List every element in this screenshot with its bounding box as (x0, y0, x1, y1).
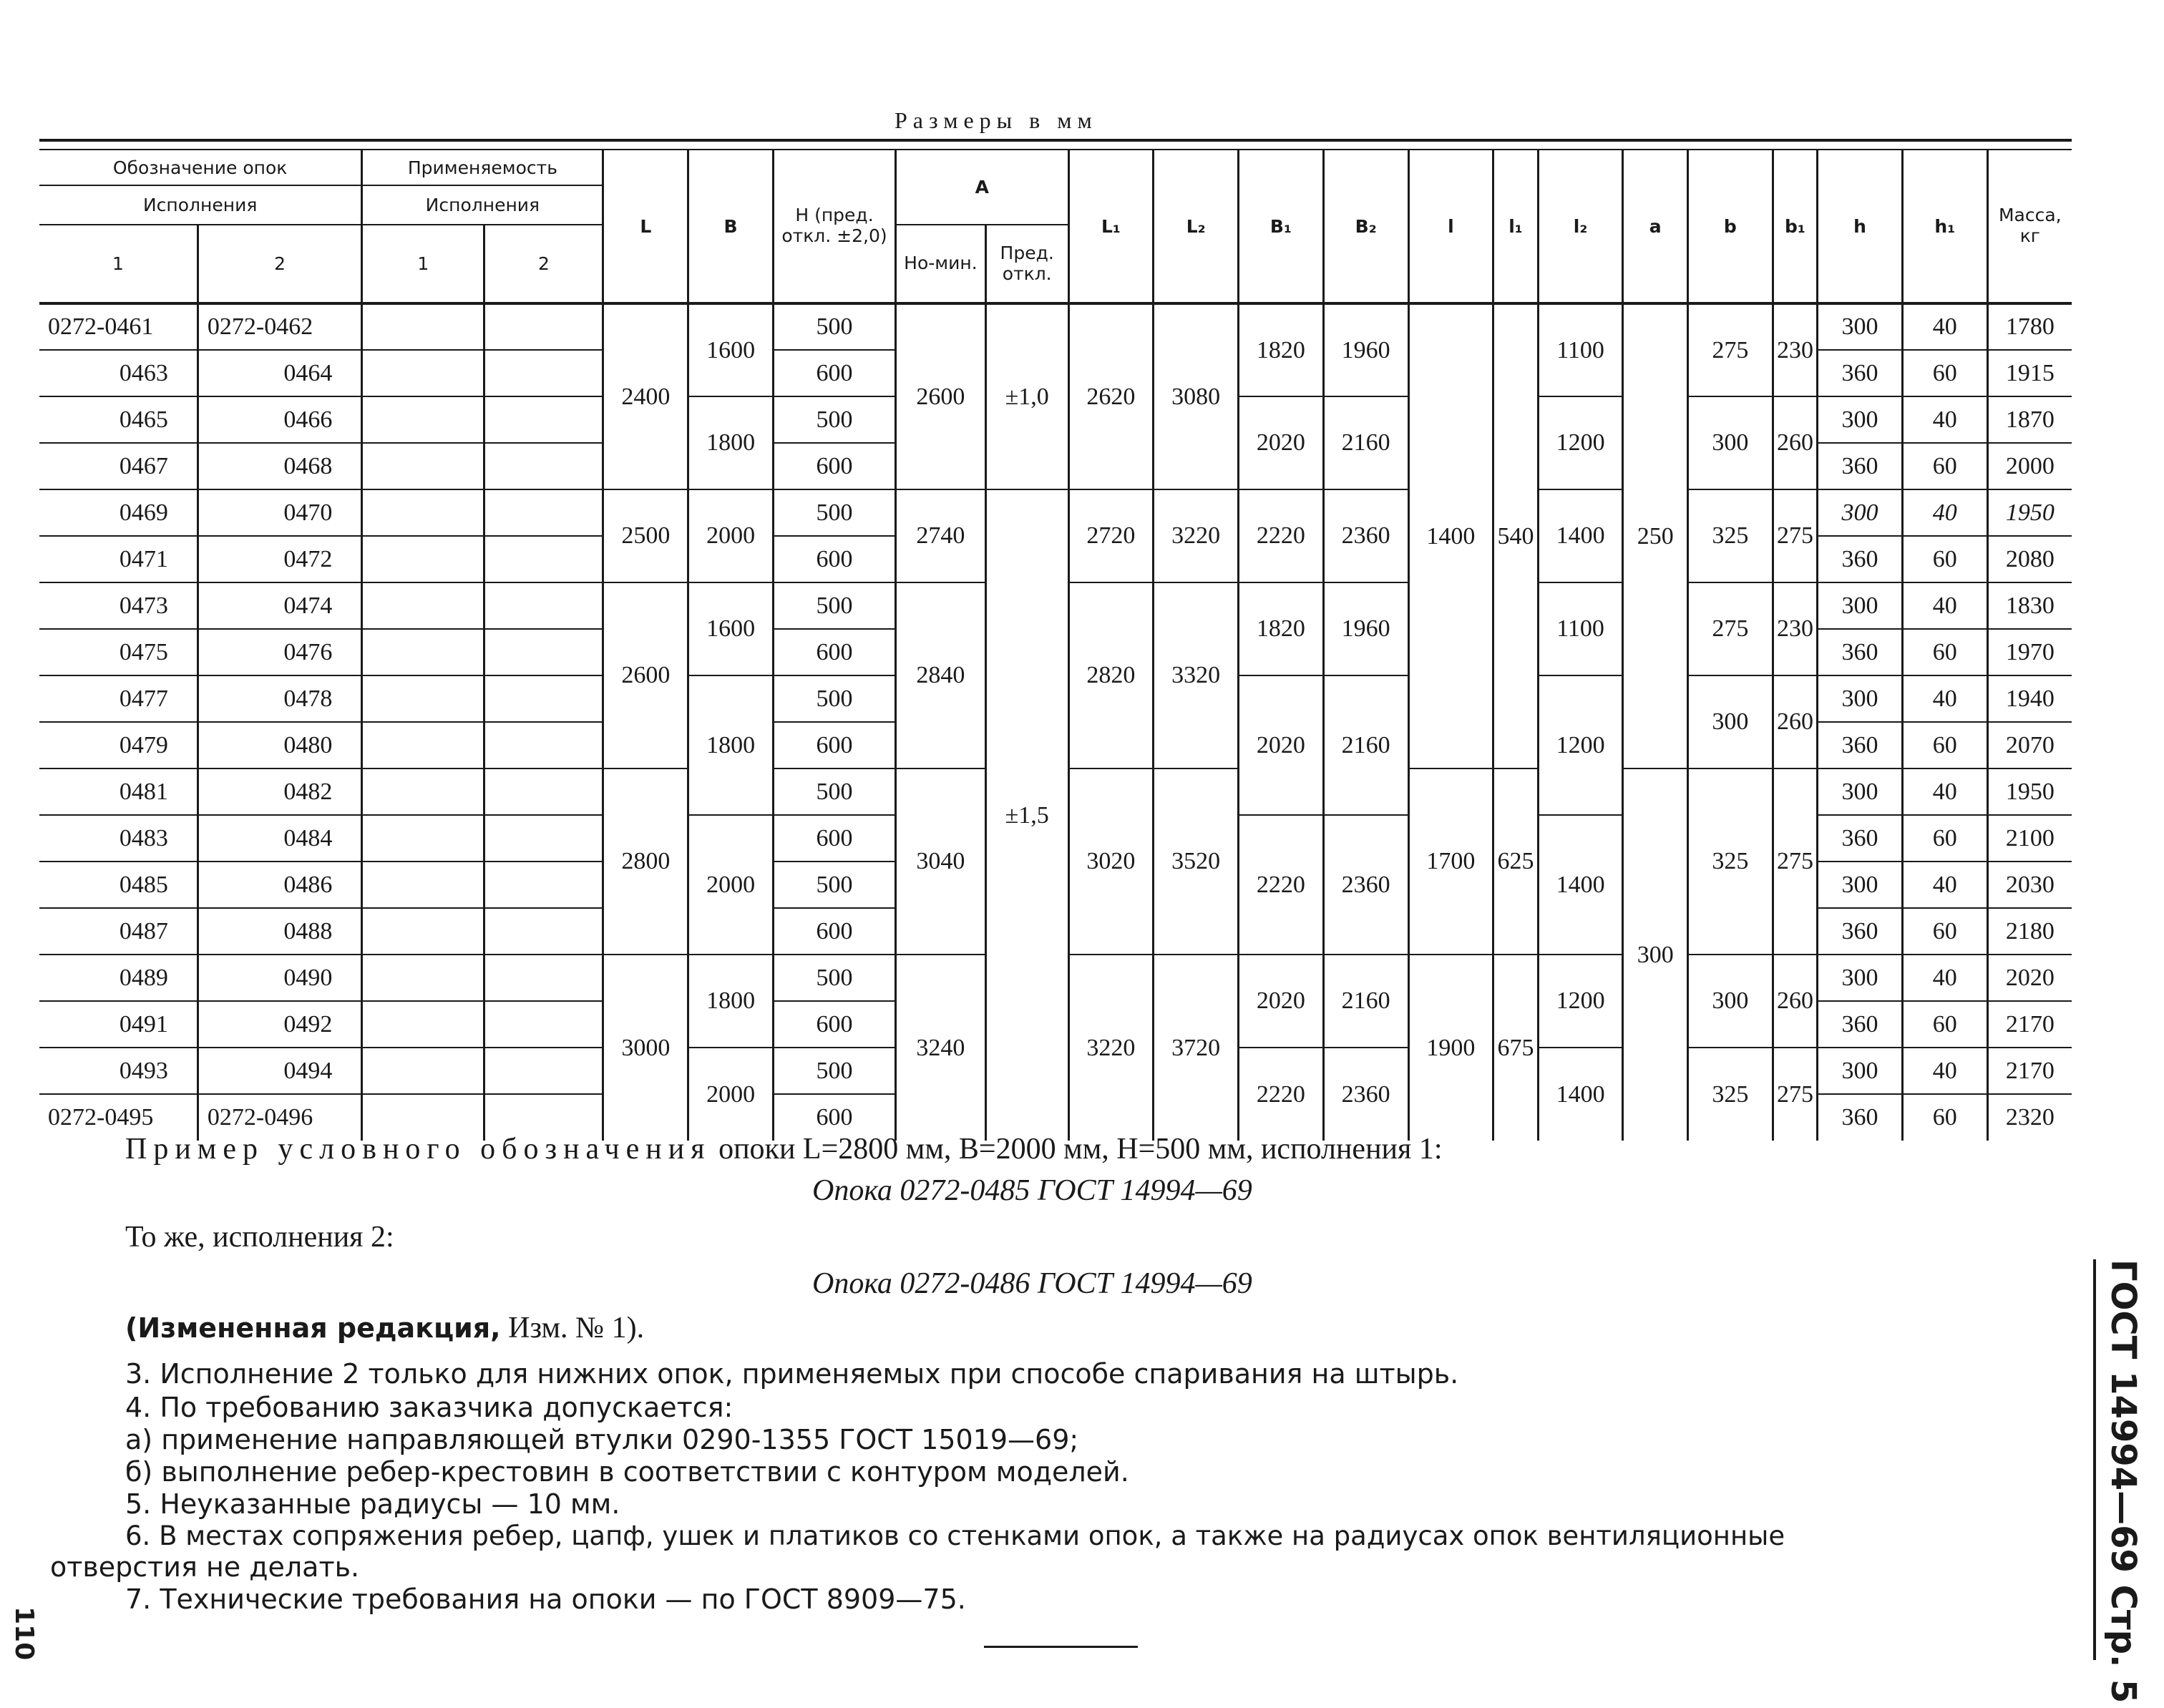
cell-code-exec1: 0467 (39, 443, 198, 489)
cell-app-exec2 (484, 908, 603, 955)
cell-b: 2000 (688, 489, 774, 582)
cell-code-exec2: 0492 (198, 1001, 361, 1048)
changed-rest: Изм. № 1). (508, 1312, 645, 1345)
cell-l: 2800 (603, 768, 688, 955)
cell-mass: 1830 (1987, 582, 2072, 629)
cell-l2: 3220 (1154, 489, 1239, 582)
cell-code-exec2: 0472 (198, 536, 361, 582)
cell-app-exec1 (362, 675, 484, 722)
cell-code-exec1: 0477 (39, 675, 198, 722)
designation-1: Опока 0272-0485 ГОСТ 14994—69 (812, 1174, 1252, 1207)
cell-l1: 540 (1493, 303, 1538, 768)
cell-H: 500 (773, 1048, 895, 1094)
cell-app-exec2 (484, 303, 603, 350)
cell-l2: 3720 (1154, 955, 1239, 1141)
side-header-text: ГОСТ 14994—69 Стр. 5 (2103, 1259, 2143, 1704)
cell-app-exec1 (362, 303, 484, 350)
cell-mass: 1950 (1987, 768, 2072, 815)
cell-b2: 2360 (1323, 1048, 1408, 1141)
cell-code-exec2: 0272-0496 (198, 1094, 361, 1141)
cell-l2: 1400 (1538, 489, 1623, 582)
cell-h1: 40 (1902, 768, 1987, 815)
cell-mass: 2020 (1987, 955, 2072, 1001)
cell-app-exec1 (362, 396, 484, 443)
cell-app-exec1 (362, 722, 484, 768)
cell-h: 360 (1818, 815, 1903, 862)
cell-H: 600 (773, 443, 895, 489)
cell-h: 360 (1818, 908, 1903, 955)
cell-b2: 2360 (1323, 489, 1408, 582)
cell-b1: 230 (1773, 582, 1817, 675)
cell-code-exec1: 0493 (39, 1048, 198, 1094)
para-6b: отверстия не делать. (50, 1551, 360, 1583)
cell-H: 600 (773, 815, 895, 862)
cell-code-exec1: 0469 (39, 489, 198, 536)
cell-app-exec2 (484, 536, 603, 582)
cell-mass: 2170 (1987, 1048, 2072, 1094)
cell-app-exec2 (484, 489, 603, 536)
cell-code-exec1: 0487 (39, 908, 198, 955)
cell-mass: 2100 (1987, 815, 2072, 862)
cell-H: 500 (773, 489, 895, 536)
cell-code-exec2: 0488 (198, 908, 361, 955)
cell-mass: 1950 (1987, 489, 2072, 536)
cell-l1: 675 (1493, 955, 1538, 1141)
cell-code-exec2: 0486 (198, 862, 361, 908)
cell-h: 300 (1818, 955, 1903, 1001)
cell-b2: 1960 (1323, 303, 1408, 396)
cell-b: 325 (1688, 489, 1773, 582)
cell-app-exec2 (484, 862, 603, 908)
cell-mass: 2000 (1987, 443, 2072, 489)
cell-b2: 2160 (1323, 675, 1408, 815)
hdr-exec1: 1 (39, 225, 198, 303)
cell-h: 360 (1818, 1094, 1903, 1141)
cell-code-exec2: 0468 (198, 443, 361, 489)
cell-mass: 1970 (1987, 629, 2072, 675)
designation-2: Опока 0272-0486 ГОСТ 14994—69 (812, 1267, 1252, 1300)
hdr-B1: B₁ (1239, 150, 1324, 303)
cell-H: 600 (773, 1094, 895, 1141)
hdr-l2: l₂ (1538, 150, 1623, 303)
cell-code-exec1: 0491 (39, 1001, 198, 1048)
cell-h: 360 (1818, 1001, 1903, 1048)
cell-b2: 2360 (1323, 815, 1408, 955)
cell-a-nom: 3240 (896, 955, 986, 1141)
cell-h: 300 (1818, 862, 1903, 908)
cell-l: 1900 (1408, 955, 1493, 1141)
cell-H: 500 (773, 675, 895, 722)
cell-h: 300 (1818, 1048, 1903, 1094)
example-line (125, 1132, 1443, 1166)
cell-b: 1800 (688, 396, 774, 489)
cell-code-exec1: 0475 (39, 629, 198, 675)
cell-code-exec2: 0490 (198, 955, 361, 1001)
cell-b1: 2020 (1239, 396, 1324, 489)
cell-h: 300 (1818, 582, 1903, 629)
cell-app-exec1 (362, 908, 484, 955)
cell-app-exec1 (362, 350, 484, 396)
cell-b1: 1820 (1239, 582, 1324, 675)
cell-b1: 275 (1773, 489, 1817, 582)
cell-code-exec2: 0478 (198, 675, 361, 722)
cell-code-exec1: 0471 (39, 536, 198, 582)
cell-h1: 40 (1902, 396, 1987, 443)
cell-code-exec2: 0272-0462 (198, 303, 361, 350)
hdr-L1: L₁ (1068, 150, 1154, 303)
hdr-mass: Масса, кг (1987, 150, 2072, 303)
cell-h: 360 (1818, 350, 1903, 396)
cell-app-exec1 (362, 862, 484, 908)
cell-h: 300 (1818, 489, 1903, 536)
cell-code-exec1: 0485 (39, 862, 198, 908)
cell-b: 300 (1688, 396, 1773, 489)
cell-l2: 1200 (1538, 396, 1623, 489)
cell-app-exec2 (484, 722, 603, 768)
end-rule (984, 1646, 1138, 1648)
cell-h1: 40 (1902, 1048, 1987, 1094)
hdr-l: l (1408, 150, 1493, 303)
hdr-applicability: Применяемость (362, 150, 603, 185)
cell-l2: 3520 (1154, 768, 1239, 955)
cell-h: 300 (1818, 675, 1903, 722)
hdr-b: b (1688, 150, 1773, 303)
cell-h1: 60 (1902, 629, 1987, 675)
cell-b1: 2020 (1239, 955, 1324, 1048)
cell-mass: 2030 (1987, 862, 2072, 908)
cell-mass: 2320 (1987, 1094, 2072, 1141)
cell-app-exec1 (362, 768, 484, 815)
hdr-h: h (1818, 150, 1903, 303)
cell-h1: 60 (1902, 350, 1987, 396)
cell-a-dev: ±1,0 (985, 303, 1068, 489)
cell-a-dev: ±1,5 (985, 489, 1068, 1141)
cell-b: 300 (1688, 675, 1773, 768)
cell-b: 325 (1688, 768, 1773, 955)
cell-b1: 2220 (1239, 815, 1324, 955)
hdr-A-nom: Но-мин. (896, 225, 986, 303)
hdr-designation: Обозначение опок (39, 150, 362, 185)
cell-b: 275 (1688, 303, 1773, 396)
cell-h1: 40 (1902, 489, 1987, 536)
cell-code-exec2: 0474 (198, 582, 361, 629)
cell-l2: 3320 (1154, 582, 1239, 768)
hdr-B2: B₂ (1323, 150, 1408, 303)
cell-mass: 1915 (1987, 350, 2072, 396)
cell-b: 275 (1688, 582, 1773, 675)
cell-b: 1600 (688, 303, 774, 396)
cell-b1: 275 (1773, 768, 1817, 955)
cell-app-exec2 (484, 768, 603, 815)
page-number: 110 (9, 1606, 39, 1661)
cell-h: 300 (1818, 396, 1903, 443)
para-4a: а) применение направляющей втулки 0290-1355 ГОСТ 15019—69; (125, 1424, 1079, 1455)
hdr-a: a (1623, 150, 1688, 303)
hdr-L: L (603, 150, 688, 303)
cell-b: 2000 (688, 815, 774, 955)
cell-b1: 260 (1773, 396, 1817, 489)
cell-h1: 40 (1902, 303, 1987, 350)
cell-b: 1800 (688, 675, 774, 815)
hdr-A-dev: Пред. откл. (985, 225, 1068, 303)
cell-app-exec1 (362, 582, 484, 629)
hdr-app-exec: Исполнения (362, 185, 603, 225)
cell-code-exec2: 0470 (198, 489, 361, 536)
para-4b: б) выполнение ребер-крестовин в соответствии с контуром моделей. (125, 1456, 1129, 1488)
cell-code-exec1: 0481 (39, 768, 198, 815)
cell-h1: 60 (1902, 1094, 1987, 1141)
cell-h1: 40 (1902, 955, 1987, 1001)
cell-a: 250 (1623, 303, 1688, 768)
cell-l2: 3080 (1154, 303, 1239, 489)
cell-app-exec2 (484, 1048, 603, 1094)
cell-code-exec1: 0272-0461 (39, 303, 198, 350)
cell-app-exec2 (484, 955, 603, 1001)
cell-H: 500 (773, 582, 895, 629)
cell-h1: 60 (1902, 908, 1987, 955)
cell-app-exec1 (362, 629, 484, 675)
cell-code-exec1: 0465 (39, 396, 198, 443)
cell-H: 500 (773, 303, 895, 350)
cell-app-exec2 (484, 815, 603, 862)
cell-l2: 1400 (1538, 1048, 1623, 1141)
cell-mass: 2180 (1987, 908, 2072, 955)
hdr-app1: 1 (362, 225, 484, 303)
para-6a: 6. В местах сопряжения ребер, цапф, ушек и платиков со стенками опок, а также на радиусах опок вентиляционные (125, 1521, 1785, 1551)
changed-edition (125, 1311, 644, 1345)
cell-h1: 60 (1902, 1001, 1987, 1048)
para-7: 7. Технические требования на опоки — по ГОСТ 8909—75. (125, 1583, 966, 1615)
cell-h: 300 (1818, 768, 1903, 815)
cell-H: 500 (773, 862, 895, 908)
cell-app-exec2 (484, 443, 603, 489)
cell-h: 360 (1818, 629, 1903, 675)
cell-code-exec1: 0473 (39, 582, 198, 629)
cell-H: 600 (773, 1001, 895, 1048)
cell-code-exec2: 0484 (198, 815, 361, 862)
cell-H: 500 (773, 396, 895, 443)
cell-mass: 2170 (1987, 1001, 2072, 1048)
cell-b1: 2220 (1239, 1048, 1324, 1141)
cell-l2: 1100 (1538, 303, 1623, 396)
cell-app-exec2 (484, 675, 603, 722)
changed-label: (Измененная редакция, (125, 1312, 501, 1344)
hdr-h1: h₁ (1902, 150, 1987, 303)
example-rest: опоки L=2800 мм, B=2000 мм, H=500 мм, исполнения 1: (718, 1133, 1443, 1166)
cell-app-exec2 (484, 350, 603, 396)
cell-h1: 60 (1902, 536, 1987, 582)
cell-app-exec2 (484, 1001, 603, 1048)
cell-l1: 3220 (1068, 955, 1154, 1141)
cell-H: 600 (773, 722, 895, 768)
cell-l: 1400 (1408, 303, 1493, 768)
hdr-exec2: 2 (198, 225, 361, 303)
cell-code-exec1: 0479 (39, 722, 198, 768)
cell-l1: 2820 (1068, 582, 1154, 768)
cell-H: 600 (773, 629, 895, 675)
cell-l1: 2620 (1068, 303, 1154, 489)
dimensions-table (39, 149, 2072, 1141)
cell-b: 325 (1688, 1048, 1773, 1141)
cell-l1: 3020 (1068, 768, 1154, 955)
cell-h1: 60 (1902, 722, 1987, 768)
cell-a-nom: 2740 (896, 489, 986, 582)
cell-h1: 60 (1902, 443, 1987, 489)
cell-b1: 230 (1773, 303, 1817, 396)
cell-app-exec1 (362, 536, 484, 582)
cell-code-exec2: 0464 (198, 350, 361, 396)
cell-l2: 1100 (1538, 582, 1623, 675)
cell-b1: 260 (1773, 955, 1817, 1048)
cell-h: 300 (1818, 303, 1903, 350)
para-3: 3. Исполнение 2 только для нижних опок, применяемых при способе спаривания на штырь. (125, 1358, 1459, 1390)
hdr-B: B (688, 150, 774, 303)
cell-b2: 2160 (1323, 396, 1408, 489)
cell-b1: 260 (1773, 675, 1817, 768)
cell-l1: 625 (1493, 768, 1538, 955)
cell-a-nom: 2840 (896, 582, 986, 768)
cell-b: 1800 (688, 955, 774, 1048)
cell-a-nom: 2600 (896, 303, 986, 489)
same-exec2: То же, исполнения 2: (125, 1221, 394, 1254)
table-row (39, 303, 2072, 350)
cell-code-exec2: 0476 (198, 629, 361, 675)
cell-code-exec1: 0463 (39, 350, 198, 396)
cell-app-exec2 (484, 629, 603, 675)
cell-app-exec1 (362, 815, 484, 862)
cell-app-exec1 (362, 1001, 484, 1048)
hdr-exec: Исполнения (39, 185, 362, 225)
table-row (39, 489, 2072, 536)
hdr-A: A (896, 150, 1069, 225)
cell-b1: 2020 (1239, 675, 1324, 815)
cell-app-exec1 (362, 489, 484, 536)
cell-h1: 40 (1902, 675, 1987, 722)
cell-H: 600 (773, 536, 895, 582)
cell-h1: 60 (1902, 815, 1987, 862)
hdr-app2: 2 (484, 225, 603, 303)
cell-app-exec1 (362, 443, 484, 489)
cell-H: 600 (773, 908, 895, 955)
cell-l2: 1200 (1538, 675, 1623, 815)
cell-code-exec2: 0482 (198, 768, 361, 815)
cell-l: 1700 (1408, 768, 1493, 955)
cell-l: 3000 (603, 955, 688, 1141)
cell-h: 360 (1818, 722, 1903, 768)
cell-b1: 275 (1773, 1048, 1817, 1141)
cell-code-exec1: 0483 (39, 815, 198, 862)
cell-H: 500 (773, 955, 895, 1001)
cell-l: 2500 (603, 489, 688, 582)
cell-code-exec2: 0494 (198, 1048, 361, 1094)
cell-l: 2400 (603, 303, 688, 489)
cell-code-exec1: 0272-0495 (39, 1094, 198, 1141)
hdr-l1: l₁ (1493, 150, 1538, 303)
cell-code-exec2: 0480 (198, 722, 361, 768)
cell-mass: 1870 (1987, 396, 2072, 443)
cell-b: 1600 (688, 582, 774, 675)
cell-l: 2600 (603, 582, 688, 768)
side-header (2093, 1259, 2158, 1704)
cell-a: 300 (1623, 768, 1688, 1141)
cell-h: 360 (1818, 536, 1903, 582)
cell-l1: 2720 (1068, 489, 1154, 582)
table-top-rule (39, 139, 2072, 142)
cell-mass: 1940 (1987, 675, 2072, 722)
cell-b1: 2220 (1239, 489, 1324, 582)
hdr-L2: L₂ (1154, 150, 1239, 303)
cell-code-exec2: 0466 (198, 396, 361, 443)
cell-b2: 2160 (1323, 955, 1408, 1048)
cell-mass: 1780 (1987, 303, 2072, 350)
cell-app-exec1 (362, 955, 484, 1001)
cell-h: 360 (1818, 443, 1903, 489)
cell-b2: 1960 (1323, 582, 1408, 675)
cell-a-nom: 3040 (896, 768, 986, 955)
cell-l2: 1200 (1538, 955, 1623, 1048)
hdr-b1: b₁ (1773, 150, 1817, 303)
cell-app-exec2 (484, 396, 603, 443)
cell-H: 600 (773, 350, 895, 396)
para-4: 4. По требованию заказчика допускается: (125, 1392, 733, 1423)
para-5: 5. Неуказанные радиусы — 10 мм. (125, 1488, 620, 1520)
cell-b: 300 (1688, 955, 1773, 1048)
cell-H: 500 (773, 768, 895, 815)
hdr-H: H (пред. откл. ±2,0) (773, 150, 895, 303)
cell-l2: 1400 (1538, 815, 1623, 955)
cell-b: 2000 (688, 1048, 774, 1141)
example-lead: Пример условного обозначения (125, 1133, 711, 1166)
cell-h1: 40 (1902, 862, 1987, 908)
cell-mass: 2070 (1987, 722, 2072, 768)
table-caption: Размеры в мм (895, 107, 1098, 133)
cell-mass: 2080 (1987, 536, 2072, 582)
cell-app-exec1 (362, 1048, 484, 1094)
cell-code-exec1: 0489 (39, 955, 198, 1001)
cell-b1: 1820 (1239, 303, 1324, 396)
cell-app-exec2 (484, 582, 603, 629)
cell-h1: 40 (1902, 582, 1987, 629)
